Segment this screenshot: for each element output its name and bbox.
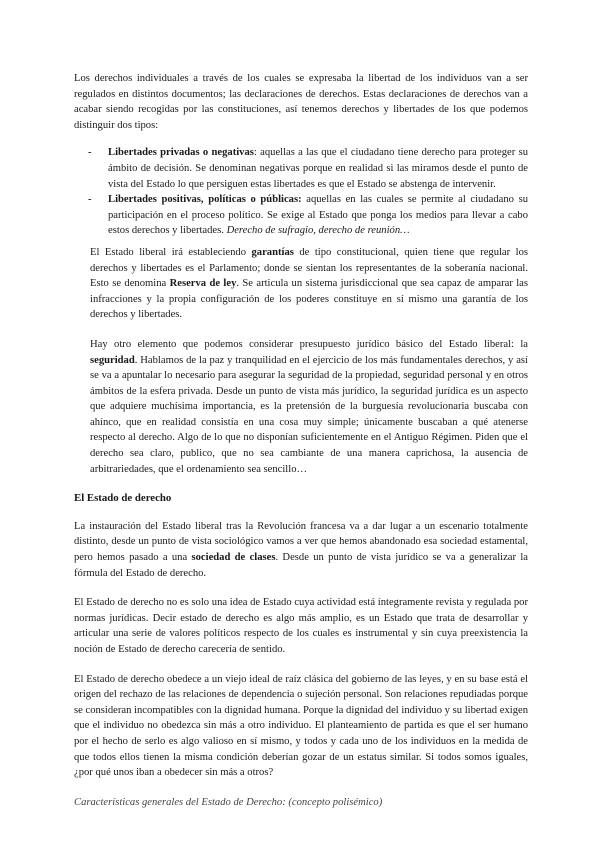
document-body — [74, 71, 528, 824]
security-text-1: Hay otro elemento que podemos considerar presupuesto jurídico básico del Estado liberal: la — [90, 338, 528, 350]
guarantees-text-2: de tipo constitucional, quien tiene que regular los derechos y libertades es el Parlamento; donde se sientan los representantes de la soberanía nacional. Esto se denomina — [90, 246, 528, 290]
dash-bullet: - — [88, 194, 92, 206]
dash-bullet: - — [88, 147, 92, 159]
guarantees-text-1: El Estado liberal irá estableciendo — [90, 246, 252, 258]
security-paragraph — [74, 337, 528, 477]
term-guarantees: garantías — [251, 246, 294, 258]
private-liberties-text: : aquellas a las que el ciudadano tiene derecho para proteger su ámbito de decisión. Se denominan negativas porque en realidad si las miramos desde el punto de vista del Estado lo que persiguen estas libertades es que el Estado se abstenga de intervenir. — [108, 147, 528, 190]
term-seguridad: seguridad — [90, 354, 135, 366]
term-private-liberties: Libertades privadas o negativas — [108, 147, 254, 159]
public-liberties-examples: Derecho de sufragio, derecho de reunión… — [226, 225, 410, 237]
term-public-liberties: Libertades positivas, políticas o públicas: — [108, 194, 302, 206]
guarantees-paragraph — [74, 245, 528, 323]
public-liberties-text: aquellas en las cuales se permite al ciudadano su participación en el proceso político. Se exige al Estado que ponga los medios para llevar a cabo estos derechos y libertades. — [108, 194, 528, 237]
intro-paragraph: Los derechos individuales a través de los cuales se expresaba la libertad de los individuos van a ser regulados en distintos documentos; las declaraciones de derechos. Estas declaraciones de derechos van a acabar siendo recogidas por las constituciones, así tenemos derechos y libertades de los que podemos distinguir dos tipos: — [74, 73, 528, 131]
rights-list — [74, 145, 528, 239]
list-item-public-liberties — [74, 192, 528, 239]
term-sociedad-de-clases: sociedad de clases — [191, 552, 276, 564]
term-reserva-de-ley: Reserva de ley — [169, 278, 237, 290]
section-title: El Estado de derecho — [74, 492, 172, 505]
list-item-private-liberties — [74, 145, 528, 192]
subheading: Características generales del Estado de Derecho: (concepto polisémico) — [74, 796, 383, 808]
security-text-2: . Hablamos de la paz y tranquilidad en el ejercicio de los más fundamentales derechos, y así se va a apuntalar lo necesario para asegurar la seguridad de la propiedad, seguridad personal y en otros ámbitos de la esfera privada. Desde un punto de vista más jurídico, la seguridad jurídica es un aspecto que adquiere muchísima importancia, es la pretensión de la burguesía revolucionaria buscaba con ahínco, que en realidad consistía en una cosa muy simple; únicamente buscaban a qué atenerse respecto al derecho. Algo de lo que no disponían suficientemente en el Antiguo Régimen. Piden que el derecho sea claro, publico, que no sea cambiante de una manera caprichosa, la ausencia de arbitrariedades, que el ordenamiento sea sencillo… — [90, 354, 528, 475]
ideal-paragraph: El Estado de derecho obedece a un viejo ideal de raíz clásica del gobierno de las leyes, y en su base está el origen del rechazo de las relaciones de dependencia o sujeción personal. Son relaciones repudiadas porque se consideran incompatibles con la dignidad humana. Porque la dignidad del individuo y su libertad exigen que el individuo no obedezca sin más a otro individuo. El planteamiento de partida es que el ser humano por el hecho de serlo es algo valioso en sí mismo, y todos y cada uno de los individuos en la medida de que todos ellos tienen la misma condición deberían gozar de un estatus similar. Si todos somos iguales, ¿por qué unos iban a obedecer sin más a otros? — [74, 673, 528, 779]
instauration-paragraph — [74, 519, 528, 581]
instauration-text-1: La instauración del Estado liberal tras la Revolución francesa va a dar lugar a un escenario totalmente distinto, desde un punto de vista sociológico vamos a ver que hemos abandonado esa sociedad estamental, pero hemos pasado a una — [74, 520, 528, 564]
idea-paragraph: El Estado de derecho no es solo una idea de Estado cuya actividad está íntegramente revista y regulada por normas jurídicas. Decir estado de derecho es algo más amplio, es un Estado que trata de desarrollar y articular una serie de valores políticos respecto de los cuales es instrumental y sin cuya preexistencia la noción de Estado de derecho carecería de sentido. — [74, 597, 528, 655]
instauration-text-2: . Desde un punto de vista jurídico se va a generalizar la fórmula del Estado de derecho. — [74, 552, 528, 579]
guarantees-text-3: . Se articula un sistema jurisdiccional que sea capaz de amparar las infracciones y la propia configuración de los poderes constituye en sí mismo una garantía de los derechos y libertades. — [90, 278, 529, 321]
